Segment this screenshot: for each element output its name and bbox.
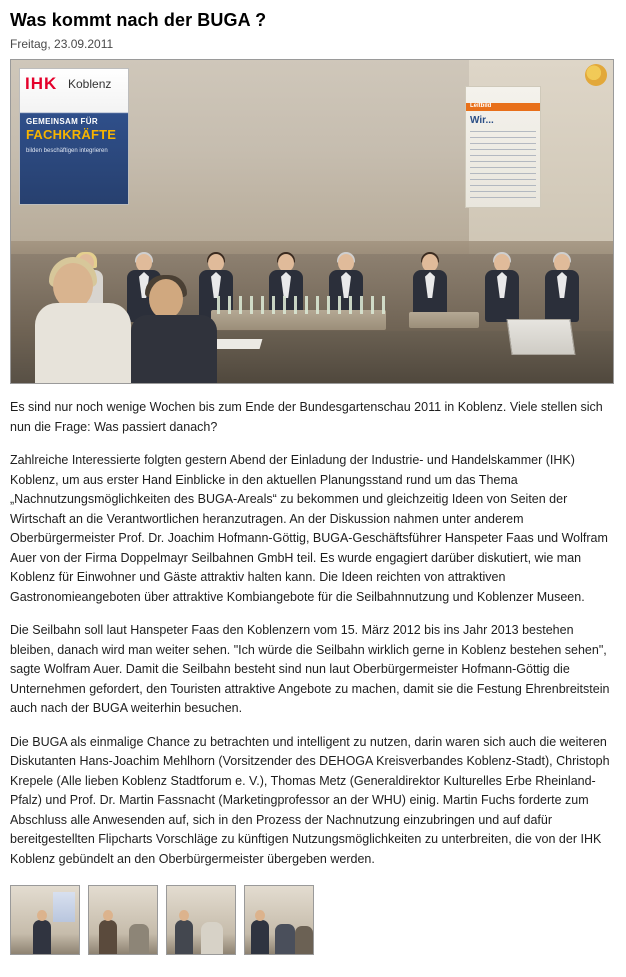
leitbild-poster [465, 86, 541, 208]
thumbnail-gallery [10, 885, 616, 955]
ihk-banner-line3: bilden beschäftigen integrieren [26, 148, 108, 154]
ihk-banner-line2: FACHKRÄFTE [26, 127, 117, 142]
panel-table-right [409, 312, 479, 328]
thumbnail-2[interactable] [88, 885, 158, 955]
article-date: Freitag, 23.09.2011 [10, 37, 114, 51]
thumbnail-4[interactable] [244, 885, 314, 955]
thumbnail-1[interactable] [10, 885, 80, 955]
foreground-laptop [506, 319, 575, 355]
poster-text-lines [470, 131, 536, 201]
hero-image[interactable] [10, 59, 614, 384]
ihk-banner-city: Koblenz [68, 77, 112, 91]
article-paragraph: Es sind nur noch wenige Wochen bis zum Ende der Bundesgartenschau 2011 in Koblenz. Viele stellen sich nun die Frage: Was passiert danach? [10, 400, 603, 434]
thumbnail-3[interactable] [166, 885, 236, 955]
ihk-banner-line1: GEMEINSAM FÜR [26, 117, 98, 126]
ihk-logo: IHK [25, 74, 58, 93]
water-bottles [217, 296, 387, 314]
article-paragraph: Die BUGA als einmalige Chance zu betrachten und intelligent zu nutzen, darin waren sich auch die weiteren Diskutanten Hans-Joachim Mehlhorn (Vorsitzender des DEHOGA Kreisverbandes Koblenz-Stadt), Christoph Krepele (Alle lieben Koblenz Stadtforum e. V.), Thomas Metz (Generaldirektor Kulturelles Erbe Rheinland-Pfalz) und Prof. Dr. Martin Fassnacht (Marketingprofessor an der WHU) einig. Martin Fuchs forderte zum Abschluss alle Anwesenden auf, sich in den Prozess der Nachnutzung einzubringen und auf dafür bereitgestellten Flipcharts Vorschläge zu künftigen Nutzungsmöglichkeiten zu unterbreiten, die von der IHK Koblenz gebündelt an den Oberbürgermeister übergeben werden. [10, 734, 610, 866]
poster-headline: Wir... [470, 115, 494, 126]
hero-corner-logo [585, 64, 607, 86]
foreground-person-2 [131, 279, 231, 383]
poster-tag: Leitbild [470, 103, 492, 109]
ihk-banner [19, 68, 129, 205]
article-paragraph: Zahlreiche Interessierte folgten gestern Abend der Einladung der Industrie- und Handelskammer (IHK) Koblenz, um aus erster Hand Einblicke in den aktuellen Planungsstand rund um das Thema „Nachnutzungsmöglichkeiten des BUGA-Areals“ zu bekommen und gleichzeitig Ideen von Seiten der Wirtschaft an die Verantwortlichen heranzutragen. An der Diskussion nahmen unter anderem Oberbürgermeister Prof. Dr. Joachim Hofmann-Göttig, BUGA-Geschäftsführer Hanspeter Faas und Wolfram Auer von der Firma Doppelmayr Seilbahnen GmbH teil. Es wurde engagiert darüber diskutiert, wie man Koblenz für Einwohner und Gäste attraktiv halten kann. Die Ideen reichten von attraktiven Gastronomieangeboten über attraktive Kombiangebote für die Seilbahnnutzung und Koblenzer Museen. [10, 453, 608, 604]
page-title: Was kommt nach der BUGA ? [10, 10, 267, 30]
article-paragraph: Die Seilbahn soll laut Hanspeter Faas den Koblenzern vom 15. März 2012 bis ins Jahr 2013 bestehen bleiben, danach wird man weiter sehen. "Ich würde die Seilbahn wirklich gerne in Koblenz bestehen sehen", sagte Wolfram Auer. Damit die Seilbahn besteht sind nun laut Oberbürgermeister Hofmann-Göttig die Unternehmen gefordert, den Touristen attraktive Angebote zu machen, damit sie die Festung Ehrenbreitstein auch nach der BUGA weiterhin besuchen. [10, 623, 610, 715]
